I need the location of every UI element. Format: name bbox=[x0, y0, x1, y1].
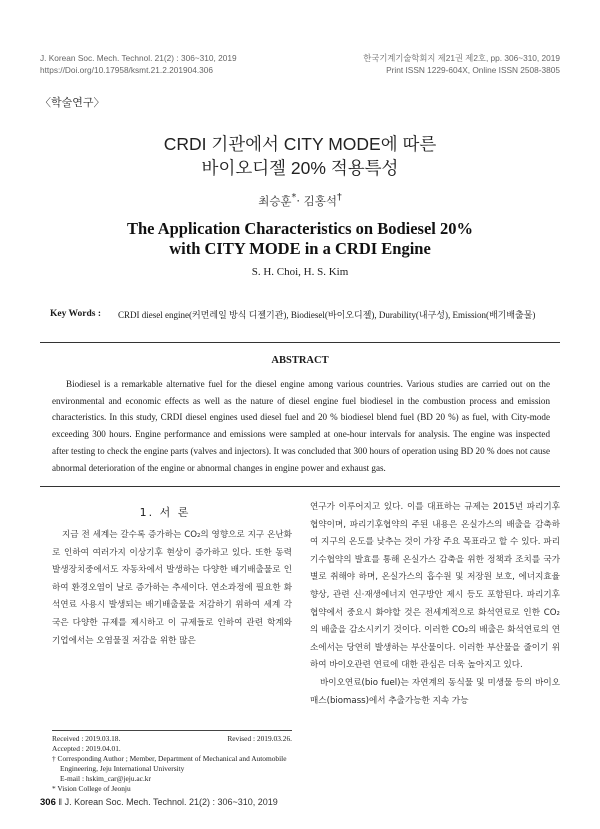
title-ko-line1: CRDI 기관에서 CITY MODE에 따른 bbox=[163, 134, 437, 154]
right-column bbox=[310, 499, 560, 710]
divider-bottom bbox=[40, 486, 560, 487]
keywords-label: Key Words : bbox=[50, 309, 102, 319]
author-mark-2: † bbox=[336, 192, 342, 203]
author-ko-2: · 김홍석 bbox=[296, 193, 337, 208]
abstract-title: ABSTRACT bbox=[271, 355, 329, 366]
left-column bbox=[52, 527, 292, 650]
running-header-right bbox=[363, 52, 560, 76]
title-en-line2: with CITY MODE in a CRDI Engine bbox=[169, 239, 431, 258]
running-header-left bbox=[40, 52, 237, 76]
page-footer bbox=[40, 797, 278, 808]
section-heading-introduction: 1. 서 론 bbox=[139, 506, 191, 519]
footnote-divider bbox=[52, 730, 292, 731]
author-affiliation: * Vision College of Jeonju bbox=[52, 784, 131, 793]
journal-citation: J. Korean Soc. Mech. Technol. 21(2) : 306~310, 2019 bbox=[40, 53, 237, 63]
journal-citation-ko: 한국기계기술학회지 제21권 제2호, pp. 306~310, 2019 bbox=[363, 53, 560, 63]
intro-paragraph-3: 바이오연료(bio fuel)는 자연계의 동식물 및 미생물 등의 바이오매스(biomass)에서 추출가능한 지속 가능 bbox=[310, 677, 560, 706]
intro-paragraph-1: 지금 전 세계는 갈수록 증가하는 CO₂의 영향으로 지구 온난화로 인하여 여러가지 이상기후 현상이 증가하고 있다. 또한 동력발생장치중에서도 자동차에서 발생하는 다양한 배기배출물로 인하여 환경오염이 날로 증가하는 추세이다. 연소과정에 필요한 화석연료 사용시 발생되는 배기배출물을 저감하기 위하여 세계 각국은 다양한 규제를 제시하고 이 규제들로 인하여 관련 학계와 기업에서는 오염물질 저감을 위한 많은 bbox=[52, 530, 292, 646]
doi-link[interactable]: https://Doi.org/10.17958/ksmt.21.2.201904.306 bbox=[40, 65, 213, 75]
authors-en: S. H. Choi, H. S. Kim bbox=[251, 266, 349, 278]
footer-citation: ‖ J. Korean Soc. Mech. Technol. 21(2) : 306~310, 2019 bbox=[58, 797, 278, 807]
intro-paragraph-2: 연구가 이루어지고 있다. 이를 대표하는 규제는 2015년 파리기후협약이며, 파리기후협약의 주된 내용은 온실가스의 배출을 감축하여 지구의 온도를 낮추는 것이 가장 주요 목표라고 할 수 있다. 파리기수협약의 발효를 통해 온실가스 감축을 위한 정책과 조치를 국가별로 취해야 하며, 온실가스의 흡수원 및 저장원 보호, 에너지효율 향상, 관련 신·재생에너지 연구방안 제시 등도 포함된다. 파리기후협약에서 중요시 화야할 것은 전세계적으로 화석연료로 인한 CO₂의 배출을 감소시키기 것이다. 이러한 CO₂의 배출은 화석연료의 연소에서는 당연히 발생하는 부산물이다. 이러한 부산물을 줄이기 위하여 바이오관련 연료에 대한 관심은 더욱 높아지고 있다. bbox=[310, 502, 560, 671]
received-date: Received : 2019.03.18. bbox=[52, 734, 121, 743]
accepted-date: Accepted : 2019.04.01. bbox=[52, 744, 121, 753]
title-ko-line2: 바이오디젤 20% 적용특성 bbox=[201, 158, 399, 178]
author-mark-1: * bbox=[291, 192, 297, 203]
footnotes bbox=[52, 734, 292, 794]
corresponding-author: † Corresponding Author ; Member, Department of Mechanical and Automobile Engineering, Jeju International University bbox=[52, 754, 287, 773]
article-category: 〈학술연구〉 bbox=[40, 97, 105, 109]
divider-top bbox=[40, 342, 560, 343]
keywords-text: CRDI diesel engine(커먼레일 방식 디젤기관), Biodiesel(바이오디젤), Durability(내구성), Emission(배기배출물) bbox=[118, 310, 536, 320]
abstract-body: Biodiesel is a remarkable alternative fuel for the diesel engine among various countries. Various studies are carried out on the environmental and economic effects as well as the nature of diesel engine fuel biodiesel in the combustion process and emission characteristics. In this study, CRDI diesel engines used diesel fuel and 20 % biodiesel blend fuel (BD 20 %) as fuel, with City-mode exceeding 300 hours. Engine performance and emissions were sampled at one-hour intervals for analysis. The engine was inspected after testing to check the engine parts (valves and injectors). It was concluded that 300 hours of operation using BD 20 % does not cause abnormal deterioration of the engine or abnormal changes in engine power and exhaust gas. bbox=[52, 379, 550, 473]
issn-line: Print ISSN 1229-604X, Online ISSN 2508-3805 bbox=[386, 65, 560, 75]
revised-date: Revised : 2019.03.26. bbox=[227, 734, 292, 743]
title-en-line1: The Application Characteristics on Bodiesel 20% bbox=[126, 219, 474, 238]
page-number: 306 bbox=[40, 797, 56, 808]
author-ko-1: 최승훈 bbox=[258, 193, 292, 208]
authors-ko bbox=[0, 192, 600, 209]
author-email[interactable]: E-mail : hskim_car@jeju.ac.kr bbox=[60, 774, 151, 783]
